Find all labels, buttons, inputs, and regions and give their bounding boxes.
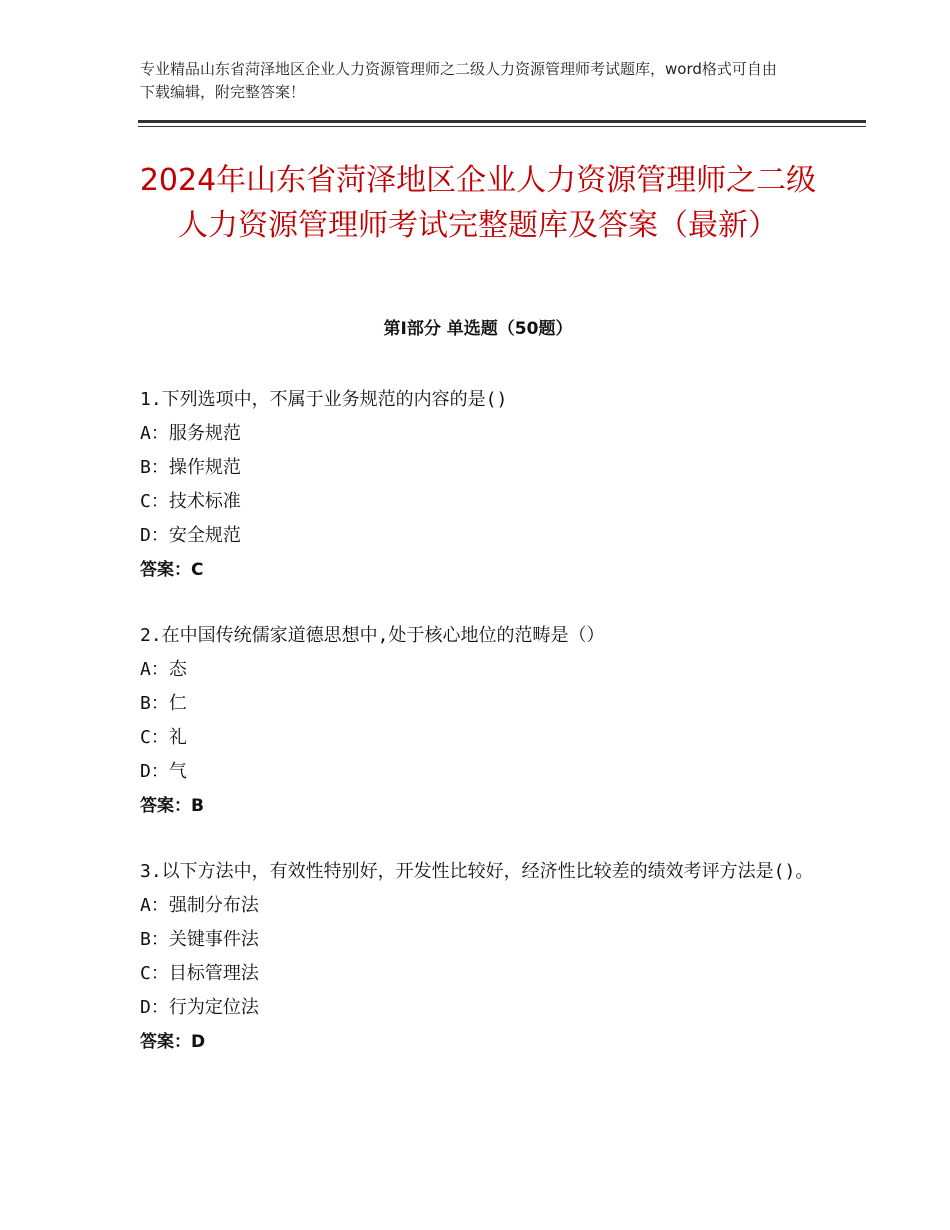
option-d: D：气	[140, 761, 187, 782]
question-1	[140, 383, 820, 587]
answer-line: 答案：C	[140, 560, 204, 580]
option-c: C：目标管理法	[140, 963, 259, 984]
header-note: 专业精品山东省菏泽地区企业人力资源管理师之二级人力资源管理师考试题库，word格式可自由下载编辑，附完整答案！	[140, 60, 777, 101]
question-2	[140, 619, 820, 823]
option-b: B：关键事件法	[140, 929, 259, 950]
section-heading: 第Ⅰ部分 单选题（50题）	[383, 319, 573, 339]
option-b: B：操作规范	[140, 457, 241, 478]
option-c: C：技术标准	[140, 491, 241, 512]
option-a: A：态	[140, 659, 187, 680]
option-c: C：礼	[140, 727, 187, 748]
option-a: A：强制分布法	[140, 895, 259, 916]
header-rule-thick	[138, 120, 866, 123]
answer-line: 答案：D	[140, 1032, 206, 1052]
question-text: 3.以下方法中，有效性特别好，开发性比较好，经济性比较差的绩效考评方法是()。	[140, 861, 814, 882]
question-3	[140, 855, 820, 1059]
question-text: 2.在中国传统儒家道德思想中,处于核心地位的范畴是（）	[140, 625, 605, 646]
header-rule-thin	[138, 126, 866, 127]
option-d: D：行为定位法	[140, 997, 259, 1018]
question-text: 1.下列选项中，不属于业务规范的内容的是()	[140, 389, 508, 410]
option-d: D：安全规范	[140, 525, 241, 546]
option-a: A：服务规范	[140, 423, 241, 444]
answer-line: 答案：B	[140, 796, 204, 816]
option-b: B：仁	[140, 693, 187, 714]
document-title: 2024年山东省菏泽地区企业人力资源管理师之二级人力资源管理师考试完整题库及答案（最新）	[139, 163, 817, 243]
question-list	[140, 383, 820, 1091]
